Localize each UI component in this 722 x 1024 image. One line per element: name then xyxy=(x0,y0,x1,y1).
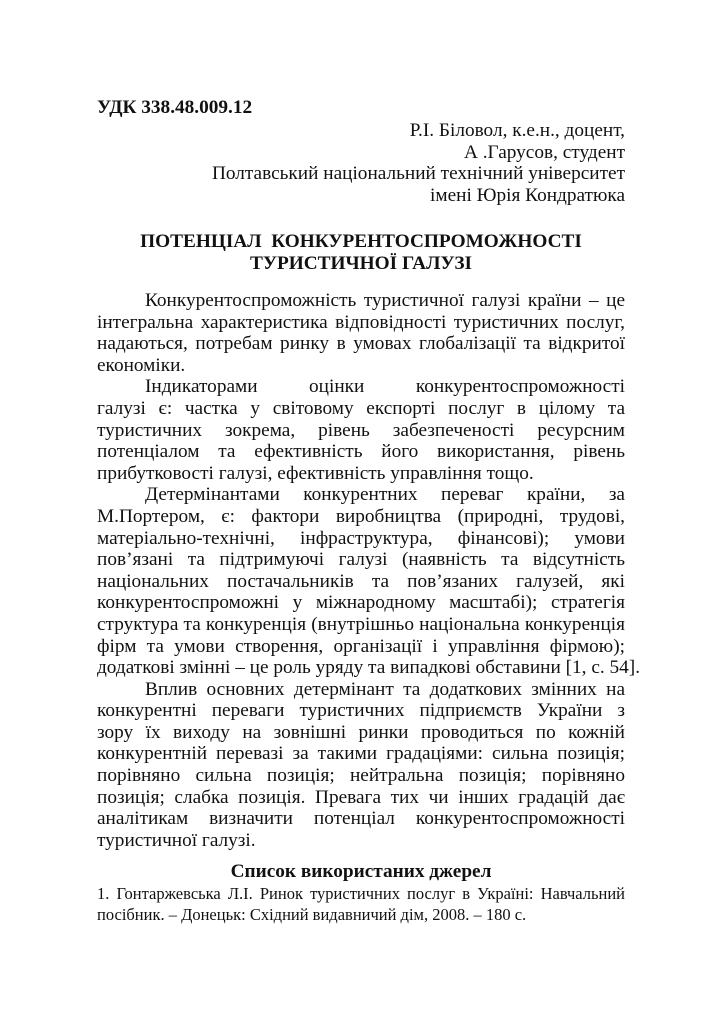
title-line: ТУРИСТИЧНОЇ ГАЛУЗІ xyxy=(249,252,473,274)
text-line: Конкурентоспроможність туристичної галузі країни – це xyxy=(145,290,625,311)
references-section xyxy=(97,861,625,926)
text-line: аналітикам визначити потенціал конкурентоспроможності xyxy=(97,808,625,830)
udc-code xyxy=(97,97,625,119)
author-line: Р.І. Біловол, к.е.н., доцент, xyxy=(409,120,625,141)
text-line: потенціалом та ефективність його використання, рівень xyxy=(97,441,625,463)
text-line: економіки. xyxy=(97,354,186,376)
text-line: прибутковості галузі, ефективність управління тощо. xyxy=(97,462,534,484)
text-line: структура та конкуренція (внутрішньо національна конкуренція xyxy=(97,613,625,635)
paragraph xyxy=(97,679,625,852)
author-block xyxy=(97,120,625,206)
text-line: додаткові змінні – це роль уряду та випадкові обставини [1, с. 54]. xyxy=(97,657,641,679)
text-line: інтегральна характеристика відповідності туристичних послуг, xyxy=(97,311,625,333)
text-line: матеріально-технічні, інфраструктура, фінансові); умови xyxy=(97,527,625,549)
text-line: порівняно сильна позиція; нейтральна позиція; порівняно xyxy=(97,765,625,787)
text-line: конкурентні переваги туристичних підприємств України з xyxy=(97,700,625,722)
udc-text: УДК 338.48.009.12 xyxy=(97,97,253,118)
text-line: зору їх виходу на зовнішні ринки проводиться по кожній xyxy=(97,721,625,743)
text-line: національних постачальників та пов’язаних галузей, які xyxy=(97,570,625,592)
affiliation-line: імені Юрія Кондратюка xyxy=(430,184,625,206)
paragraph xyxy=(97,376,625,484)
reference-list xyxy=(97,883,625,926)
text-line: туристичних зокрема, рівень забезпеченості ресурсним xyxy=(97,419,625,441)
text-line: туристичної галузі. xyxy=(97,829,256,851)
text-line: Вплив основних детермінант та додаткових змінних на xyxy=(145,678,625,700)
text-line: надаються, потребам ринку в умовах глобалізації та відкритої xyxy=(97,333,625,355)
text-line: Детермінантами конкурентних переваг країни, за xyxy=(145,484,625,506)
paragraph xyxy=(97,290,625,376)
paragraph xyxy=(97,484,641,679)
affiliation-line: Полтавський національний технічний університет xyxy=(211,163,625,185)
text-line: позиція; слабка позиція. Превага тих чи інших градацій дає xyxy=(97,786,625,808)
reference-item xyxy=(97,883,625,926)
references-heading: Список використаних джерел xyxy=(230,861,492,882)
article-title xyxy=(97,231,625,274)
text-line: Індикаторами оцінки конкурентоспроможності xyxy=(145,376,625,398)
article-body xyxy=(97,290,641,851)
text-line: фірм та умови створення, організації і управління фірмою); xyxy=(97,635,625,657)
title-line: ПОТЕНЦІАЛ КОНКУРЕНТОСПРОМОЖНОСТІ xyxy=(140,231,582,252)
text-line: конкурентній перевазі за такими градаціями: сильна позиція; xyxy=(97,743,625,765)
text-line: галузі є: частка у світовому експорті послуг в цілому та xyxy=(97,397,625,419)
text-line: М.Портером, є: фактори виробництва (природні, трудові, xyxy=(97,505,625,527)
text-line: конкурентоспроможні у міжнародному масштабі); стратегія xyxy=(97,592,625,614)
author-line: А .Гарусов, студент xyxy=(463,141,625,163)
text-line: 1. Гонтаржевська Л.І. Ринок туристичних послуг в Україні: Навчальний xyxy=(97,883,625,903)
text-line: пов’язані та підтримуючі галузі (наявність та відсутність xyxy=(97,549,625,571)
text-line: посібник. – Донецьк: Східний видавничий дім, 2008. – 180 с. xyxy=(97,905,527,925)
